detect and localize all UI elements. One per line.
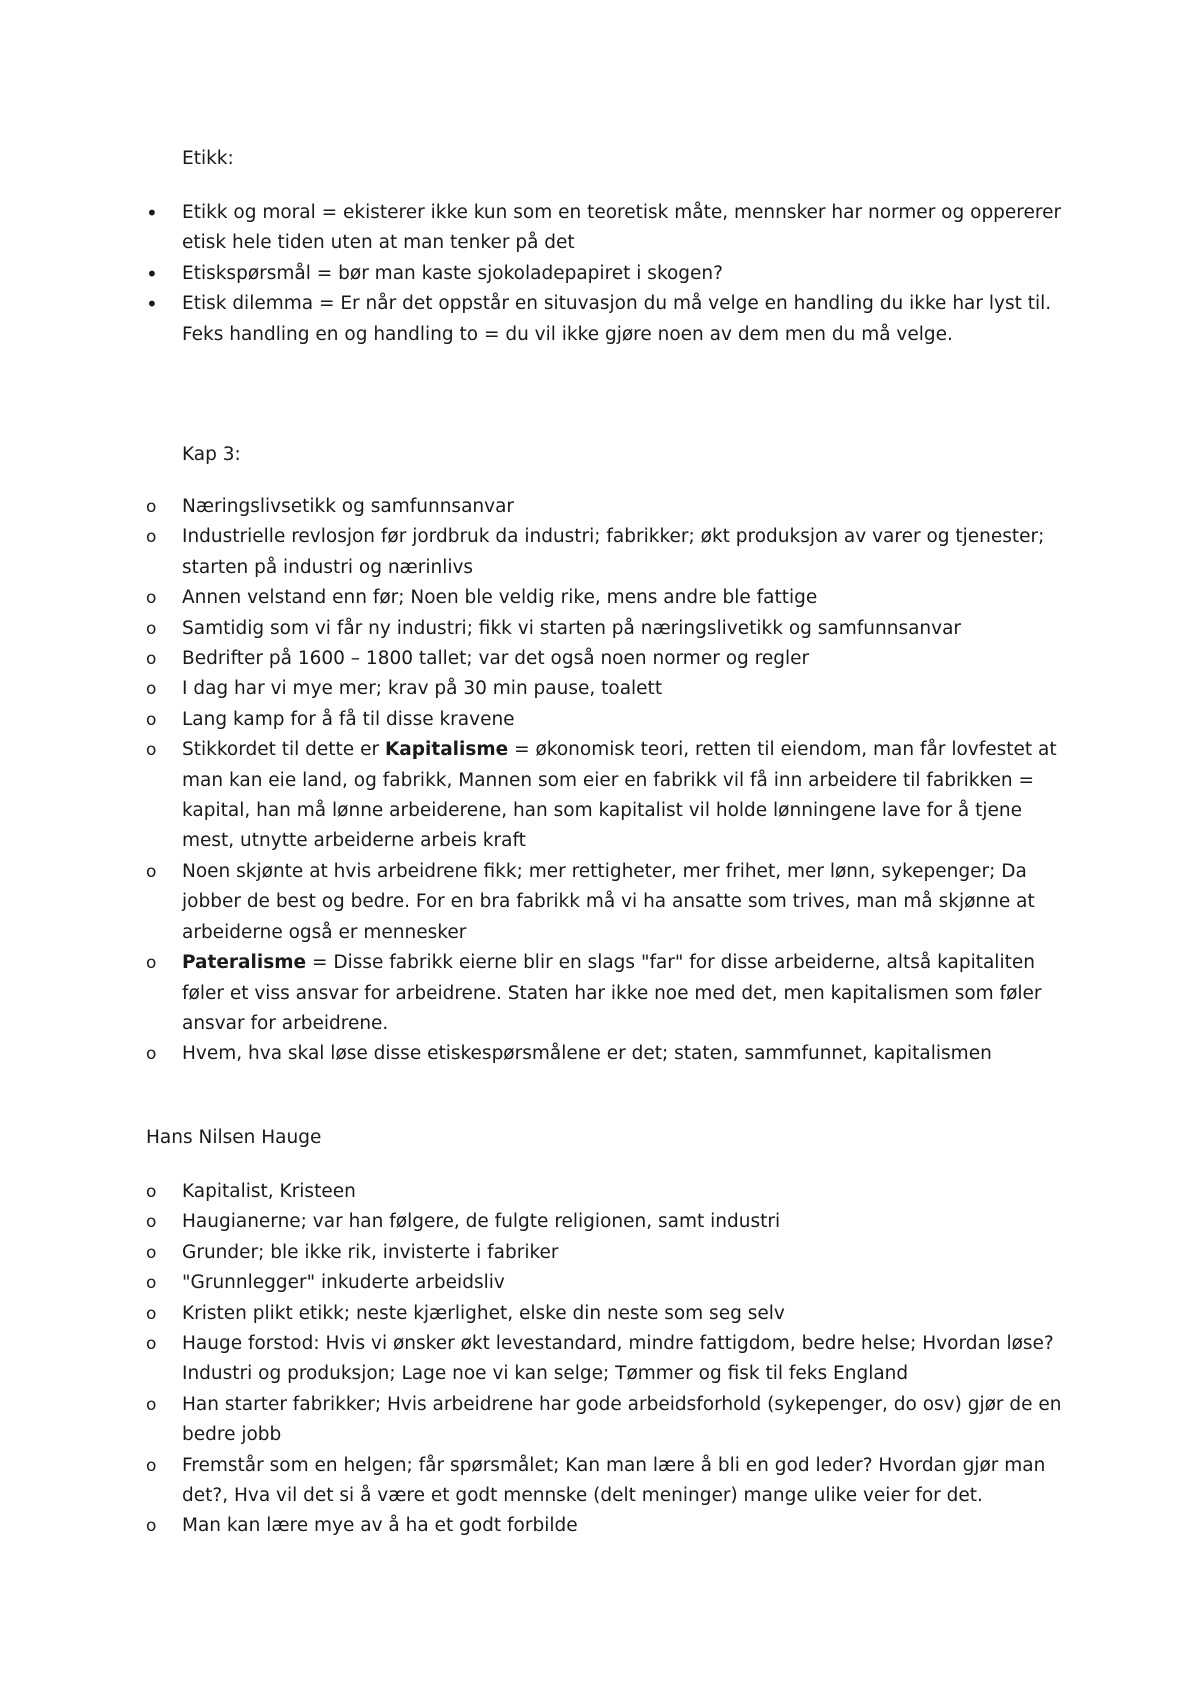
circle-marker [146, 1511, 182, 1541]
list-item [146, 198, 1066, 259]
list-item-text: Etisk dilemma = Er når det oppstår en situvasjon du må velge en handling du ikke har lyst til. Feks handling en og handling to = du vil ikke gjøre noen av dem men du må velge. [182, 293, 1052, 345]
list-item [146, 583, 1066, 613]
circle-marker [146, 1268, 182, 1298]
list-item [146, 289, 1066, 350]
list-item-text: Næringslivsetikk og samfunnsanvar [182, 496, 515, 517]
heading-etikk: Etikk: [182, 148, 234, 169]
heading-kap3: Kap 3: [182, 444, 241, 465]
list-item-text: Hauge forstod: Hvis vi ønsker økt levestandard, mindre fattigdom, bedre helse; Hvordan løse? Industri og produksjon; Lage noe vi kan selge; Tømmer og fisk til feks England [182, 1333, 1054, 1385]
bold-term-kapitalisme: Kapitalisme [384, 739, 509, 761]
circle-marker [146, 1451, 182, 1481]
circle-marker [146, 583, 182, 613]
bullet-marker [146, 259, 182, 291]
list-item-text: Annen velstand enn før; Noen ble veldig rike, mens andre ble fattige [182, 587, 818, 609]
list-item [146, 1268, 1066, 1298]
kap3-list [146, 492, 1066, 1070]
bullet-marker [146, 198, 182, 230]
circle-marker [146, 644, 182, 674]
list-item-text: Noen skjønte at hvis arbeidrene fikk; mer rettigheter, mer frihet, mer lønn, sykepenger; Da jobber de best og bedre. For en bra fabrikk må vi ha ansatte som trives, man må skjønne at arbeiderne også er mennesker [182, 860, 1035, 943]
list-item-text: Kristen plikt etikk; neste kjærlighet, elske din neste som seg selv [182, 1302, 785, 1324]
circle-marker [146, 1207, 182, 1237]
list-item [146, 1511, 1066, 1541]
hauge-list [146, 1177, 1066, 1542]
circle-marker [146, 1299, 182, 1329]
list-item [146, 1299, 1066, 1329]
circle-marker [146, 735, 182, 765]
list-item-text: Kapitalist, Kristeen [182, 1181, 356, 1202]
list-item-text: Grunder; ble ikke rik, invisterte i fabriker [182, 1241, 559, 1263]
circle-marker [146, 614, 182, 644]
circle-marker [146, 522, 182, 552]
list-item [146, 1039, 1066, 1069]
list-item [146, 522, 1066, 583]
list-item [146, 674, 1066, 704]
list-item-text-post: = økonomisk teori, retten til eiendom, man får lovfestet at man kan eie land, og fabrikk, Mannen som eier en fabrikk vil få inn arbeidere til fabrikken = kapital, han må lønne arbeiderene, han som kapitalist vil holde lønningene lave for å tjene mest, utnytte arbeiderne arbeis kraft [182, 739, 1057, 852]
list-item [146, 259, 1066, 289]
list-item [146, 1238, 1066, 1268]
list-item-text: Etiskspørsmål = bør man kaste sjokoladepapiret i skogen? [182, 262, 723, 284]
list-item [146, 705, 1066, 735]
list-item [146, 1177, 1066, 1207]
list-item [146, 614, 1066, 644]
circle-marker [146, 705, 182, 735]
list-item-text: "Grunnlegger" inkuderte arbeidsliv [182, 1272, 505, 1294]
bold-term-pateralisme: Pateralisme [182, 952, 307, 974]
circle-marker [146, 674, 182, 704]
list-item [146, 1329, 1066, 1390]
heading-hans-nilsen-hauge: Hans Nilsen Hauge [146, 1127, 322, 1148]
list-item-text: Fremstår som en helgen; får spørsmålet; Kan man lære å bli en god leder? Hvordan gjør man det?, Hva vil det si å være et godt mennske (delt meninger) mange ulike veier for det. [182, 1454, 1046, 1507]
circle-marker [146, 1329, 182, 1359]
list-item [146, 1390, 1066, 1451]
list-item-text: Industrielle revlosjon før jordbruk da industri; fabrikker; økt produksjon av varer og tjenester; starten på industri og nærinlivs [182, 526, 1045, 578]
circle-marker [146, 1238, 182, 1268]
list-item-text: Bedrifter på 1600 – 1800 tallet; var det også noen normer og regler [182, 648, 810, 670]
list-item [146, 857, 1066, 948]
list-item [146, 1207, 1066, 1237]
list-item-text: Samtidig som vi får ny industri; fikk vi starten på næringslivetikk og samfunnsanvar [182, 617, 962, 639]
list-item-text: Etikk og moral = ekisterer ikke kun som en teoretisk måte, mennsker har normer og oppererer etisk hele tiden uten at man tenker på det [182, 202, 1062, 254]
circle-marker [146, 1177, 182, 1207]
list-item-text: Han starter fabrikker; Hvis arbeidrene har gode arbeidsforhold (sykepenger, do osv) gjør de en bedre jobb [182, 1393, 1062, 1446]
circle-marker [146, 1039, 182, 1069]
list-item [146, 1451, 1066, 1512]
etikk-bullet-list [146, 198, 1066, 350]
list-item [146, 644, 1066, 674]
circle-marker [146, 857, 182, 887]
circle-marker [146, 492, 182, 522]
list-item-text: Haugianerne; var han følgere, de fulgte religionen, samt industri [182, 1211, 781, 1233]
list-item-text-post: = Disse fabrikk eierne blir en slags "far" for disse arbeiderne, altså kapitaliten føler et viss ansvar for arbeidrene. Staten har ikke noe med det, men kapitalismen som føler ansvar for arbeidrene. [182, 952, 1042, 1034]
bullet-marker [146, 289, 182, 321]
list-item [146, 735, 1066, 857]
circle-marker [146, 948, 182, 978]
list-item-text: Man kan lære mye av å ha et godt forbilde [182, 1515, 578, 1537]
list-item-text: I dag har vi mye mer; krav på 30 min pause, toalett [182, 678, 663, 700]
list-item-text: Hvem, hva skal løse disse etiskespørsmålene er det; staten, sammfunnet, kapitalismen [182, 1043, 992, 1065]
circle-marker [146, 1390, 182, 1420]
list-item-text: Lang kamp for å få til disse kravene [182, 708, 515, 730]
list-item [146, 492, 1066, 522]
list-item [146, 948, 1066, 1039]
list-item-text-pre: Stikkordet til dette er [182, 739, 385, 761]
